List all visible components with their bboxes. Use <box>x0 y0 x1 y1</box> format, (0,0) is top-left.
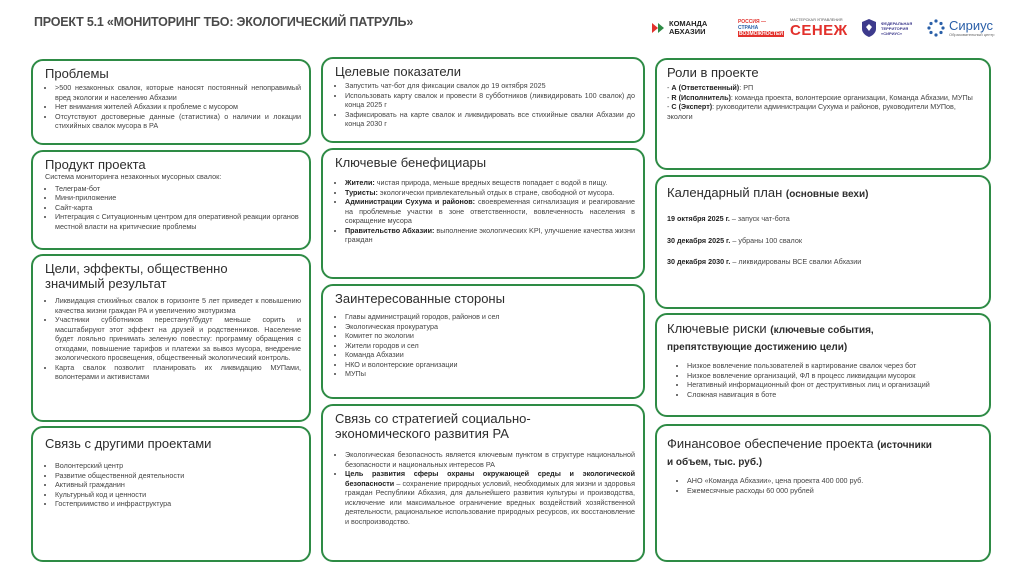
list-item: • Экологическая прокуратура <box>345 322 635 332</box>
federal-territory-logo: ФЕДЕРАЛЬНАЯ ТЕРРИТОРИЯ «СИРИУС» <box>860 14 915 42</box>
beneficiaries-card <box>321 148 645 279</box>
list-item: • Цель развития сферы охраны окружающей среды и экологической безопасности – сохранение природных условий, необходимых для жизни и здоровья граждан Республики Абхазия, для дальнейшего развития культуры и производства, исключение или максимальное ограничение вредных воздействий хозяйственной деятельности, рациональное использование природных ресурсов, их восстановление и воспроизводство. <box>345 469 635 526</box>
product-list <box>45 184 301 232</box>
roles-list <box>667 83 981 121</box>
strategy-list <box>335 450 635 526</box>
komanda-abkhazii-logo <box>650 14 711 42</box>
list-item: • Нет внимания жителей Абхазии к проблеме с мусором <box>55 102 301 112</box>
list-item: • МУПы <box>345 369 635 379</box>
finance-card <box>655 424 991 562</box>
list-item: • Команда Абхазии <box>345 350 635 360</box>
list-item: • Отсутствуют достоверные данные (статистика) о наличии и локации стихийных свалок мусора в РА <box>55 112 301 131</box>
list-item: • Запустить чат-бот для фиксации свалок до 19 октября 2025 <box>345 81 635 91</box>
targets-card <box>321 57 645 143</box>
beneficiaries-list <box>335 178 635 245</box>
list-item: • Ежемесячные расходы 60 000 рублей <box>687 486 981 496</box>
list-item: • Культурный код и ценности <box>55 490 301 500</box>
list-item: • НКО и волонтерские организации <box>345 360 635 370</box>
product-card <box>31 150 311 250</box>
finance-list <box>667 476 981 495</box>
links-list <box>45 461 301 509</box>
partner-logos <box>650 14 1004 42</box>
list-item: • Интеграция с Ситуационным центром для оперативной реакции органов местной власти на критические проблемы <box>55 212 301 231</box>
calendar-heading: Календарный план (основные вехи) <box>667 185 869 200</box>
list-item: • АНО «Команда Абхазии», цена проекта 400 000 руб. <box>687 476 981 486</box>
stakeholders-heading: Заинтересованные стороны <box>335 291 505 306</box>
list-item: • Гостеприимство и инфраструктура <box>55 499 301 509</box>
finance-heading: Финансовое обеспечение проекта (источники и объем, тыс. руб.) <box>667 436 932 468</box>
list-item: • Низкое вовлечение организаций, ФЛ в процесс ликвидации мусорок <box>687 371 981 381</box>
links-heading: Связь с другими проектами <box>45 436 212 451</box>
problems-list <box>45 83 301 131</box>
list-item: • Администрации Сухума и районов: своевременная сигнализация и реагирование на проблемные участки в зоне ответственности, вовлеченность населения в сокращение мусора <box>345 197 635 226</box>
list-item: - R (Исполнитель): команда проекта, волонтерские организации, Команда Абхазии, МУПы <box>667 92 973 102</box>
sirius-star-icon <box>926 18 946 38</box>
stakeholders-card <box>321 284 645 399</box>
calendar-card <box>655 175 991 309</box>
goals-list <box>45 296 301 382</box>
calendar-events <box>667 214 981 267</box>
risks-card <box>655 313 991 417</box>
goals-heading: Цели, эффекты, общественно значимый результат <box>45 261 228 291</box>
senezh-logo: МАСТЕРСКАЯ УПРАВЛЕНИЯ СЕНЕЖ <box>790 18 848 39</box>
list-item: • Сайт-карта <box>55 203 301 213</box>
list-item: • Участники субботников перестанут/будут меньше сорить и масштабируют этот эффект на друзей и родственников. Население будет лояльно принимать зеленую повестку: программу обращения с отходами, повышение тарифов и платежи за вывоз мусора, внедрение экологического просвещения, общественный экологический контроль. <box>55 315 301 363</box>
beneficiaries-heading: Ключевые бенефициары <box>335 155 487 170</box>
list-item: • Жители городов и сел <box>345 341 635 351</box>
roles-heading: Роли в проекте <box>667 65 759 80</box>
risks-heading: Ключевые риски (ключевые события, препятствующие достижению цели) <box>667 321 874 353</box>
komanda-mark-icon <box>650 20 666 36</box>
list-item: • Туристы: экологически привлекательный отдых в стране, свободной от мусора. <box>345 188 635 198</box>
list-item: • Зафиксировать на карте свалок и ликвидировать все стихийные свалки Абхазии до конца 2030 г <box>345 110 635 129</box>
product-intro: Система мониторинга незаконных мусорных свалок: <box>45 172 222 181</box>
list-item: • Активный гражданин <box>55 480 301 490</box>
stakeholders-list <box>335 312 635 379</box>
goals-card <box>31 254 311 422</box>
list-item: • Комитет по экологии <box>345 331 635 341</box>
list-item: • Экологическая безопасность является ключевым пунктом в структуре национальной безопасности и национальных интересов РА <box>345 450 635 469</box>
strategy-card <box>321 404 645 562</box>
list-item: • >500 незаконных свалок, которые наносят постоянный непоправимый вред экологии и населению Абхазии <box>55 83 301 102</box>
risks-list <box>667 361 981 399</box>
list-item: • Карта свалок позволит планировать их ликвидацию МУПами, волонтерами и активистами <box>55 363 301 382</box>
list-item: • Негативный информационный фон от деструктивных лиц и организаций <box>687 380 981 390</box>
list-item: • Волонтерский центр <box>55 461 301 471</box>
calendar-event: 30 декабря 2030 г. – ликвидированы ВСЕ свалки Абхазии <box>667 257 862 266</box>
calendar-event: 19 октября 2025 г. – запуск чат-бота <box>667 214 790 223</box>
roles-card <box>655 58 991 170</box>
komanda-logo-text: КОМАНДА АБХАЗИИ <box>669 19 708 36</box>
page-title: ПРОЕКТ 5.1 «МОНИТОРИНГ ТБО: ЭКОЛОГИЧЕСКИЙ ПАТРУЛЬ» <box>34 15 414 29</box>
list-item: • Правительство Абхазии: выполнение экологических KPI, улучшение качества жизни граждан <box>345 226 635 245</box>
targets-list <box>335 81 635 129</box>
calendar-event: 30 декабря 2025 г. – убраны 100 свалок <box>667 235 802 245</box>
targets-heading: Целевые показатели <box>335 64 462 79</box>
list-item: • Жители: чистая природа, меньше вредных веществ попадает с водой в пищу. <box>345 178 635 188</box>
list-item: - C (Эксперт): руководители администрации Сухума и районов, руководители МУПов, экологи <box>667 102 956 121</box>
list-item: - А (Ответственный): РП <box>667 83 754 92</box>
list-item: • Телеграм-бот <box>55 184 301 194</box>
shield-icon <box>860 18 878 38</box>
links-card <box>31 426 311 562</box>
list-item: • Использовать карту свалок и провести 8 субботников (ликвидировать 100 свалок) до конца 2025 г <box>345 91 635 110</box>
problems-card <box>31 59 311 145</box>
list-item: • Сложная навигация в боте <box>687 390 981 400</box>
list-item: • Развитие общественной деятельности <box>55 471 301 481</box>
list-item: • Мини-приложение <box>55 193 301 203</box>
list-item: • Главы администраций городов, районов и сел <box>345 312 635 322</box>
product-heading: Продукт проекта <box>45 157 146 172</box>
strategy-heading: Связь со стратегией социально-экономического развития РА <box>335 411 531 441</box>
list-item: • Ликвидация стихийных свалок в горизонте 5 лет приведет к повышению качества жизни граждан РА и увеличению экотуризма <box>55 296 301 315</box>
sirius-logo: Сириус Образовательный центр <box>926 14 995 42</box>
list-item: • Низкое вовлечение пользователей в картирование свалок через бот <box>687 361 981 371</box>
problems-heading: Проблемы <box>45 66 109 81</box>
russia-logo: РОССИЯ — СТРАНА ВОЗМОЖНОСТЕЙ <box>738 19 783 37</box>
